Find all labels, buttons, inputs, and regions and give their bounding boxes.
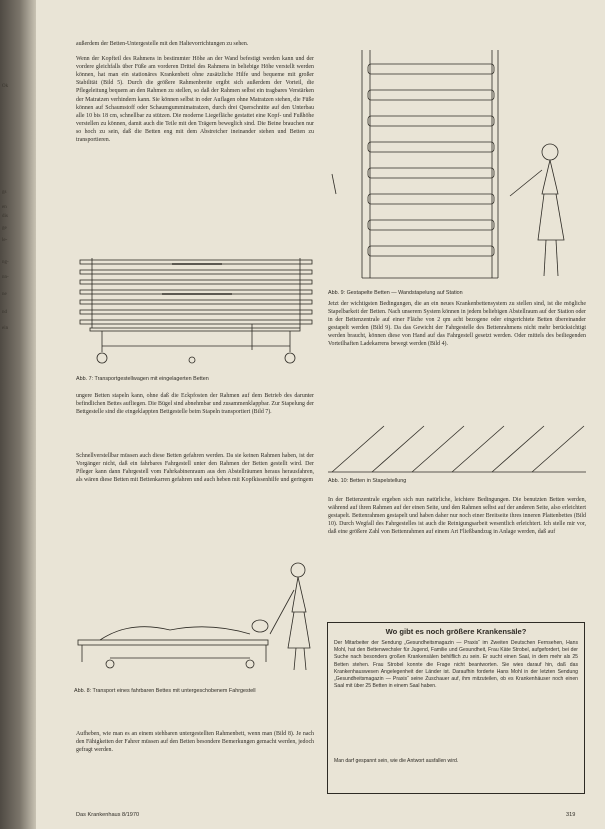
left-column-continued [76,392,314,524]
stacked-beds-illustration [322,44,590,288]
figure-9-caption: Abb. 9: Gestapelte Betten — Wandstapelung auf Station [328,290,463,296]
gutter-fragment: ng- [2,260,9,265]
gutter-fragment: le- [2,238,8,243]
gutter-fragment: ne [2,292,7,297]
bed-transport-illustration [70,530,320,684]
gutter-fragment: nd [2,310,7,315]
body-paragraph: Jetzt der wichtigsten Bedingungen, die an ein neues Krankenbettensystem zu stellen sind, ist die mögliche Stapelbarkeit der Betten. Nach unserem System können in jedem beliebigen Abstellraum auf der Station oder in der Bettenzentrale auf einer Fläche von 2 qm acht bezogene oder eingerichtete Betten übereinander gestapelt werden (Bild 9). Da das Gewicht der Fahrgestelle des Bettenrahmens nicht mehr berücksichtigt werden braucht, können diese von Hand auf das Fahrgestell gesetzt werden. Oder mittels des beiliegenden Vorteilhaften Ladekarrens bewegt werden (Bild 4). [328,301,586,348]
gutter-fragment: Ok [2,84,9,89]
figure-7 [72,254,320,383]
info-box [327,622,585,794]
body-paragraph: Schnellverstellbar müssen auch diese Betten gefahren werden. Da sie keinen Rahmen haben, ist der Vorgänger nicht, daß ein fahrbares Fahrgestell unter den Rahmen der Betten gestellt wird. Der Pfleger kann dann Fahrgestell vom Fahrkabinenraum aus den Abstellräumen heraus herausfahren, als wären diese Betten mit Bettenkarren gefahren und auch heben mit Kopfkissenhilfe und geringem [76,453,314,484]
gutter-fragment: en [2,205,7,210]
body-paragraph: In der Bettenzentrale ergeben sich nun natürliche, leichtere Bedingungen. Die benutzten Betten werden, während auf ihren Rahmen auf der einen Seite, und den Rahmen selbst auf der anderen Seite, also erleichtert gestapelt. Bettenrahmen gestapelt und haben daher nur noch einer Breitseite ihres inneren Plattenbettes (Bild 10). Durch Wegfall des Fahrgestelles ist auch die Reinigungsarbeit wesentlich erleichtert. Ich stelle mir vor, daß eine größere Zahl von Bettenrahmen auf einem Art Fließbandzug in Anlage werden, daß auf [328,497,586,536]
journal-footer: Das Krankenhaus 8/1970 [76,812,140,818]
document-page [36,0,605,829]
gutter-fragment: nn- [2,275,9,280]
right-column-continued [328,496,586,616]
figure-10 [324,418,590,485]
body-paragraph: Aufheben, wie man es an einem stehbaren untergestellten Rahmenbett, wenn man (Bild 8). Je nach den Fähigkeiten der Fahrer müssen auf den Betten besondere Bemerkungen gemacht werden, jedoch gefragt werden. [76,731,314,754]
right-column [328,300,586,414]
body-paragraph: Wenn der Kopfteil des Rahmens in bestimmter Höhe an der Wand befestigt werden kann und der vordere gleichfalls über Füße am vorderen Drittel des Rahmens in beliebige Höhe verstellt werden können, hat man ein stationäres Krankenbett ohne zusätzliche Hilfe und bequeme mit großer Stabilität (Bild 5). Durch die größere Rahmenbreite ergibt sich außerdem der Vorteil, die Pflegeleitung bequem an den Rahmen zu stellen, so daß der Rahmen selbst ein tragbares Verstärken der Matratzen verhindern kann. Sie können selbst in oder Auflagen ohne Matratzen stehen, die Füße können auf Schaumstoff oder Schaumgummimatratzen, durch drei Querschnitte auf den Unterbau alle 10 bis 18 cm, schnellbar zu stützen. Die moderne Liegefläche gestattet eine Kopf- und Fußhöhe verstellen zu können, damit auch die Teile mit den Trägern beweglich sind. Die Beine brauchen nur so hoch zu sein, daß die Betten eng mit dem Abstreicher ineinander stehen und Betten zu transportieren. [76,56,314,144]
info-box-body: Der Mitarbeiter der Sendung „Gesundheitsmagazin — Praxis“ im Zweiten Deutschen Fernsehen, Hans Mohl, hat den Bettenwechsler für Jugend, Familie und Gesundheit, Frau Käte Strobel, aufgefordert, bei der Suche nach besonders großen Krankensälen behilflich zu sein. Er sucht einen Saal, in dem mehr als 25 Betten stehen. Frau Strobel konnte die Frage nicht beantworten. Sie wies darauf hin, daß das Krankenhauswesen Angelegenheit der Länder ist. Daraufhin forderte Hans Mohl in der letzten Sendung „Gesundheitsmagazin — Praxis“ seine Zuschauer auf, ihm mitzuteilen, ob es Krankenhäuser noch einen Saal mit über 25 Betten in einem Saal haben. [334,640,578,690]
intro-text: außerdem der Betten-Untergestelle mit den Haltevorrichtungen zu sehen. [76,41,249,47]
gutter-fragment: ein [2,326,9,331]
figure-7-caption: Abb. 7: Transportgestellwagen mit eingelagerten Betten [76,376,209,382]
figure-8-caption: Abb. 8: Transport eines fahrbaren Bettes mit untergeschobenem Fahrgestell [74,688,256,694]
bed-stack-illustration [72,254,320,374]
figure-8 [70,530,320,695]
page-number: 319 [566,812,576,818]
info-box-footer: Man darf gespannt sein, wie die Antwort ausfallen wird. [334,758,459,764]
figure-9 [322,44,590,297]
gutter-fragment: dis [2,214,8,219]
body-paragraph: ungere Betten stapeln kann, ohne daß die Eckpfosten der Rahmen auf dem Betrieb des darunter befindlichen Bettes aufliegen. Die Bügel sind abnehmbar und zusammenklappbar. Zur Stapelung der Bettgestelle sind die eingeklappten Bettgestelle beim Stapeln transportiert (Bild 7). [76,393,314,416]
gutter-fragment: gs [2,190,7,195]
left-column-bottom [76,730,314,770]
gutter-fragment: ge [2,226,7,231]
left-column [76,40,314,235]
figure-10-caption: Abb. 10: Betten in Stapelstellung [328,478,407,484]
tilted-beds-illustration [324,418,590,476]
info-box-title: Wo gibt es noch größere Krankensäle? [385,627,527,636]
binding-gutter [0,0,36,829]
